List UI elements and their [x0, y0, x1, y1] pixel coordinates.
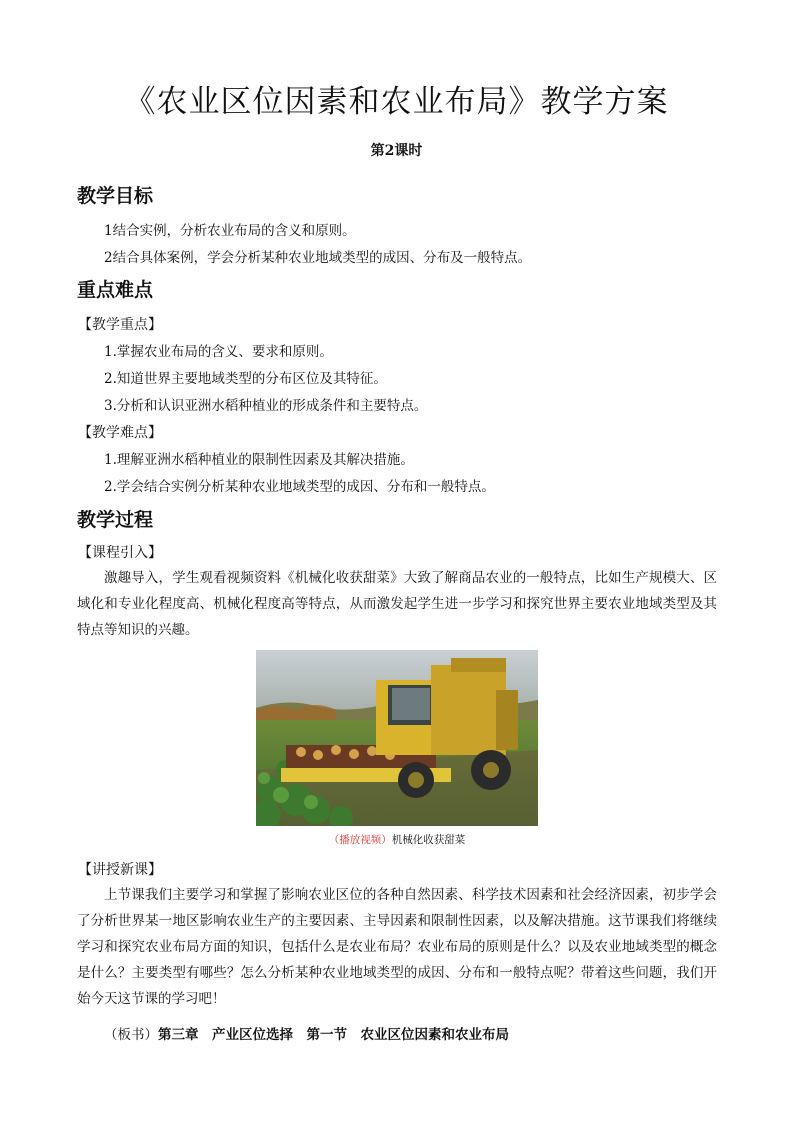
board-prefix: （板书） [104, 1027, 158, 1043]
difficulty-item: 2.学会结合实例分析某种农业地域类型的成因、分布和一般特点。 [104, 479, 495, 495]
document-title: 《农业区位因素和农业布局》教学方案 [124, 84, 669, 120]
harvester-photo[interactable] [256, 650, 538, 826]
goal-item: 1结合实例，分析农业布局的含义和原则。 [104, 223, 356, 239]
focus-item: 1.掌握农业布局的含义、要求和原则。 [104, 344, 333, 360]
play-video-link[interactable]: （播放视频） [328, 834, 392, 846]
lesson-number: 第2课时 [370, 143, 423, 159]
harvester-illustration [256, 650, 538, 826]
caption-text: 机械化收获甜菜 [391, 834, 466, 846]
intro-paragraph: 激趣导入，学生观看视频资料《机械化收获甜菜》大致了解商品农业的一般特点，比如生产规模大、区域化和专业化程度高、机械化程度高等特点，从而激发起学生进一步学习和探究世界主要农业地域类型及其特点等知识的兴趣。 [77, 570, 717, 638]
heading-teaching-process: 教学过程 [77, 509, 154, 531]
photo-caption [256, 832, 538, 847]
focus-label: 【教学重点】 [78, 317, 162, 333]
intro-label: 【课程引入】 [78, 545, 162, 561]
heading-key-points: 重点难点 [77, 279, 154, 301]
board-writing [104, 1023, 509, 1043]
difficulty-label: 【教学难点】 [78, 425, 162, 441]
heading-teaching-goals: 教学目标 [77, 185, 154, 207]
difficulty-item: 1.理解亚洲水稻种植业的限制性因素及其解决措施。 [104, 452, 414, 468]
new-lesson-paragraph: 上节课我们主要学习和掌握了影响农业区位的各种自然因素、科学技术因素和社会经济因素，初步学会了分析世界某一地区影响农业生产的主要因素、主导因素和限制性因素，以及解决措施。这节课我们将继续学习和探究农业布局方面的知识，包括什么是农业布局？农业布局的原则是什么？以及农业地域类型的概念是什么？主要类型有哪些？怎么分析某种农业地域类型的成因、分布和一般特点呢？带着这些问题，我们开始今天这节课的学习吧！ [77, 887, 717, 1007]
focus-item: 3.分析和认识亚洲水稻种植业的形成条件和主要特点。 [104, 398, 428, 414]
goal-item: 2结合具体案例，学会分析某种农业地域类型的成因、分布及一般特点。 [104, 250, 532, 266]
board-text: 第三章 产业区位选择 第一节 农业区位因素和农业布局 [158, 1027, 509, 1043]
new-lesson-label: 【讲授新课】 [78, 862, 162, 878]
focus-item: 2.知道世界主要地域类型的分布区位及其特征。 [104, 371, 387, 387]
